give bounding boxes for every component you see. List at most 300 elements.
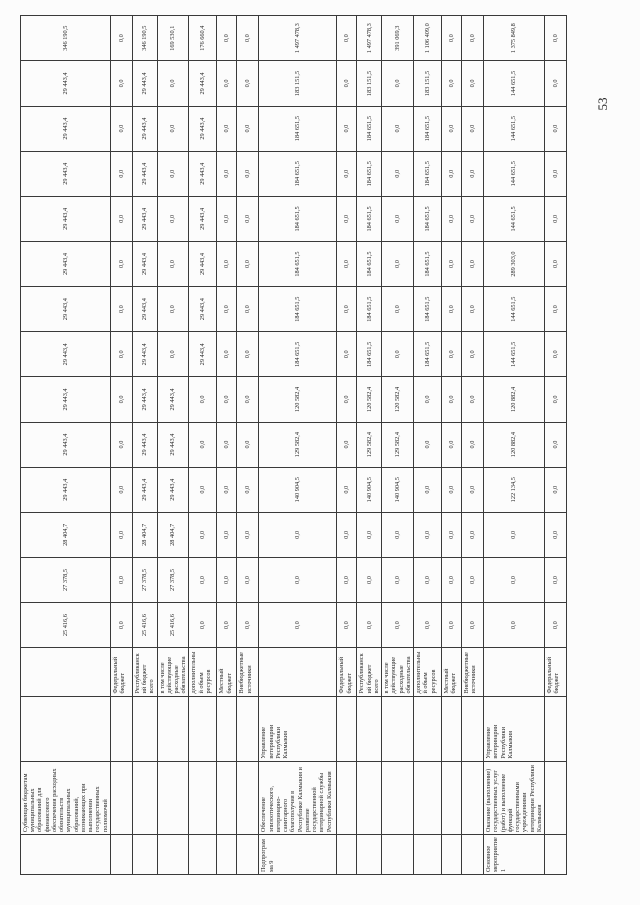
value-cell: 183 151,5 xyxy=(414,61,442,106)
value-cell: 0,0 xyxy=(462,603,484,648)
value-cell: 27 378,5 xyxy=(157,557,189,602)
value-cell: 0,0 xyxy=(414,467,442,512)
value-cell: 0,0 xyxy=(217,557,237,602)
value-cell: 0,0 xyxy=(544,151,566,196)
value-cell: 0,0 xyxy=(217,151,237,196)
value-cell: 29 443,4 xyxy=(189,61,217,106)
value-cell: 0,0 xyxy=(237,287,259,332)
value-cell: 0,0 xyxy=(217,106,237,151)
measure-name-cell: Субвенции бюджетам муниципальных образований для финансового обеспечения расходных обязательств муниципальных образований, возникающих при выполнении государственных полномочий xyxy=(21,761,111,835)
measure-name-cell: Обеспечение эпизоотического, ветеринарно-санитарного благополучия в Республике Калмыкия и развитие государственной ветеринарной службы Республики Калмыкия xyxy=(259,761,337,835)
value-cell: 0,0 xyxy=(462,512,484,557)
value-cell: 29 443,4 xyxy=(189,151,217,196)
value-cell: 29 443,4 xyxy=(132,377,157,422)
program-cell xyxy=(132,835,157,875)
table-row xyxy=(110,16,132,875)
funding-source-cell: в том числе действующие расходные обязательства xyxy=(157,648,189,696)
value-cell: 0,0 xyxy=(110,332,132,377)
value-cell: 144 651,5 xyxy=(484,332,545,377)
value-cell: 0,0 xyxy=(382,603,414,648)
value-cell: 0,0 xyxy=(337,106,357,151)
value-cell: 0,0 xyxy=(110,603,132,648)
value-cell: 0,0 xyxy=(217,241,237,286)
value-cell: 0,0 xyxy=(442,377,462,422)
value-cell: 28 404,7 xyxy=(157,512,189,557)
budget-table xyxy=(20,15,567,875)
value-cell: 0,0 xyxy=(442,106,462,151)
program-cell: Основное мероприятие 1 xyxy=(484,835,545,875)
value-cell: 0,0 xyxy=(217,467,237,512)
program-cell xyxy=(217,835,237,875)
value-cell: 29 443,4 xyxy=(132,467,157,512)
measure-name-cell xyxy=(110,761,132,835)
measure-name-cell xyxy=(132,761,157,835)
value-cell: 0,0 xyxy=(337,377,357,422)
value-cell: 0,0 xyxy=(157,106,189,151)
table-row xyxy=(382,16,414,875)
measure-name-cell: Оказание (выполнение) государственных услуг (работ) и выполнение функций государственными учреждениями ветеринарии Республики Калмыкия xyxy=(484,761,545,835)
value-cell: 0,0 xyxy=(337,422,357,467)
value-cell: 29 443,4 xyxy=(132,196,157,241)
program-cell xyxy=(442,835,462,875)
value-cell: 0,0 xyxy=(414,422,442,467)
value-cell: 29 443,4 xyxy=(132,61,157,106)
value-cell: 0,0 xyxy=(462,467,484,512)
value-cell: 0,0 xyxy=(544,241,566,286)
value-cell: 184 651,5 xyxy=(259,196,337,241)
value-cell: 0,0 xyxy=(462,377,484,422)
value-cell: 289 303,0 xyxy=(484,241,545,286)
measure-name-cell xyxy=(337,761,357,835)
table-row xyxy=(237,16,259,875)
responsible-cell xyxy=(337,696,357,761)
value-cell: 0,0 xyxy=(462,557,484,602)
program-cell xyxy=(337,835,357,875)
responsible-cell xyxy=(462,696,484,761)
value-cell: 0,0 xyxy=(110,16,132,61)
measure-name-cell xyxy=(382,761,414,835)
value-cell: 0,0 xyxy=(110,106,132,151)
value-cell: 0,0 xyxy=(414,377,442,422)
value-cell: 0,0 xyxy=(442,196,462,241)
value-cell: 0,0 xyxy=(259,603,337,648)
value-cell: 120 582,4 xyxy=(357,377,382,422)
responsible-cell xyxy=(21,696,111,761)
value-cell: 29 443,4 xyxy=(21,287,111,332)
value-cell: 184 651,5 xyxy=(259,151,337,196)
value-cell: 29 443,4 xyxy=(21,467,111,512)
value-cell: 0,0 xyxy=(442,16,462,61)
value-cell: 184 651,5 xyxy=(259,287,337,332)
responsible-cell xyxy=(132,696,157,761)
value-cell: 0,0 xyxy=(110,241,132,286)
funding-source-cell: в том числе действующие расходные обязательства xyxy=(382,648,414,696)
value-cell: 0,0 xyxy=(382,151,414,196)
value-cell: 29 443,4 xyxy=(189,332,217,377)
value-cell: 0,0 xyxy=(217,603,237,648)
value-cell: 140 904,5 xyxy=(357,467,382,512)
value-cell: 0,0 xyxy=(462,332,484,377)
value-cell: 0,0 xyxy=(544,196,566,241)
value-cell: 0,0 xyxy=(110,61,132,106)
value-cell: 0,0 xyxy=(337,467,357,512)
value-cell: 0,0 xyxy=(157,287,189,332)
value-cell: 25 416,6 xyxy=(21,603,111,648)
value-cell: 184 651,5 xyxy=(259,106,337,151)
value-cell: 29 443,4 xyxy=(132,151,157,196)
value-cell: 346 190,5 xyxy=(21,16,111,61)
value-cell: 0,0 xyxy=(110,557,132,602)
value-cell: 0,0 xyxy=(189,512,217,557)
table-row xyxy=(157,16,189,875)
value-cell: 0,0 xyxy=(237,332,259,377)
table-row xyxy=(442,16,462,875)
value-cell: 0,0 xyxy=(462,287,484,332)
value-cell: 184 651,5 xyxy=(357,106,382,151)
table-row xyxy=(544,16,566,875)
value-cell: 0,0 xyxy=(110,287,132,332)
value-cell: 0,0 xyxy=(217,422,237,467)
value-cell: 140 904,5 xyxy=(259,467,337,512)
program-cell xyxy=(414,835,442,875)
value-cell: 0,0 xyxy=(337,332,357,377)
program-cell xyxy=(237,835,259,875)
measure-name-cell xyxy=(442,761,462,835)
value-cell: 0,0 xyxy=(237,557,259,602)
value-cell: 1 497 478,3 xyxy=(259,16,337,61)
value-cell: 29 443,4 xyxy=(157,422,189,467)
value-cell: 183 151,5 xyxy=(259,61,337,106)
measure-name-cell xyxy=(157,761,189,835)
responsible-cell: Управление ветеринарии Республики Калмыкия xyxy=(484,696,545,761)
value-cell: 391 069,3 xyxy=(382,16,414,61)
value-cell: 184 651,5 xyxy=(357,196,382,241)
value-cell: 0,0 xyxy=(442,151,462,196)
value-cell: 184 651,5 xyxy=(414,332,442,377)
value-cell: 0,0 xyxy=(462,196,484,241)
value-cell: 183 151,5 xyxy=(357,61,382,106)
responsible-cell xyxy=(217,696,237,761)
value-cell: 29 443,4 xyxy=(157,377,189,422)
value-cell: 0,0 xyxy=(337,512,357,557)
value-cell: 144 651,5 xyxy=(484,196,545,241)
value-cell: 0,0 xyxy=(442,512,462,557)
value-cell: 0,0 xyxy=(237,512,259,557)
value-cell: 29 443,4 xyxy=(132,106,157,151)
program-cell xyxy=(382,835,414,875)
value-cell: 0,0 xyxy=(544,512,566,557)
value-cell: 0,0 xyxy=(544,603,566,648)
value-cell: 0,0 xyxy=(217,16,237,61)
funding-source-cell: Местный бюджет xyxy=(217,648,237,696)
value-cell: 0,0 xyxy=(237,241,259,286)
responsible-cell xyxy=(382,696,414,761)
table-body xyxy=(21,16,567,875)
value-cell: 0,0 xyxy=(237,603,259,648)
funding-source-cell xyxy=(484,648,545,696)
value-cell: 129 582,4 xyxy=(357,422,382,467)
value-cell: 29 443,4 xyxy=(189,241,217,286)
value-cell: 144 651,5 xyxy=(484,61,545,106)
value-cell: 0,0 xyxy=(544,377,566,422)
value-cell: 0,0 xyxy=(157,241,189,286)
value-cell: 29 443,4 xyxy=(21,241,111,286)
value-cell: 0,0 xyxy=(337,557,357,602)
value-cell: 0,0 xyxy=(382,196,414,241)
value-cell: 120 582,4 xyxy=(259,377,337,422)
value-cell: 0,0 xyxy=(357,603,382,648)
measure-name-cell xyxy=(462,761,484,835)
value-cell: 0,0 xyxy=(442,61,462,106)
value-cell: 129 582,4 xyxy=(382,422,414,467)
page-number: 53 xyxy=(595,97,610,111)
value-cell: 0,0 xyxy=(442,467,462,512)
value-cell: 0,0 xyxy=(110,512,132,557)
measure-name-cell xyxy=(217,761,237,835)
value-cell: 0,0 xyxy=(544,106,566,151)
value-cell: 29 443,4 xyxy=(189,287,217,332)
responsible-cell xyxy=(110,696,132,761)
value-cell: 0,0 xyxy=(189,603,217,648)
value-cell: 29 443,4 xyxy=(132,287,157,332)
value-cell: 29 443,4 xyxy=(189,106,217,151)
value-cell: 0,0 xyxy=(462,106,484,151)
value-cell: 184 651,5 xyxy=(414,241,442,286)
value-cell: 0,0 xyxy=(544,332,566,377)
value-cell: 29 443,4 xyxy=(21,332,111,377)
value-cell: 0,0 xyxy=(237,16,259,61)
funding-source-cell: Федеральный бюджет xyxy=(110,648,132,696)
value-cell: 0,0 xyxy=(237,467,259,512)
value-cell: 184 651,5 xyxy=(414,287,442,332)
value-cell: 120 582,4 xyxy=(382,377,414,422)
value-cell: 25 416,6 xyxy=(132,603,157,648)
value-cell: 0,0 xyxy=(237,106,259,151)
value-cell: 0,0 xyxy=(462,16,484,61)
value-cell: 1 497 478,3 xyxy=(357,16,382,61)
table-row xyxy=(21,16,111,875)
responsible-cell xyxy=(237,696,259,761)
table-row xyxy=(132,16,157,875)
value-cell: 0,0 xyxy=(442,332,462,377)
value-cell: 176 660,4 xyxy=(189,16,217,61)
program-cell xyxy=(544,835,566,875)
value-cell: 120 882,4 xyxy=(484,422,545,467)
value-cell: 0,0 xyxy=(462,422,484,467)
value-cell: 0,0 xyxy=(442,557,462,602)
value-cell: 0,0 xyxy=(189,377,217,422)
value-cell: 0,0 xyxy=(217,61,237,106)
value-cell: 0,0 xyxy=(382,241,414,286)
value-cell: 28 404,7 xyxy=(132,512,157,557)
value-cell: 0,0 xyxy=(462,61,484,106)
table-row xyxy=(337,16,357,875)
value-cell: 0,0 xyxy=(544,422,566,467)
value-cell: 184 651,5 xyxy=(357,287,382,332)
program-cell: Подпрограмма 9 xyxy=(259,835,337,875)
measure-name-cell xyxy=(357,761,382,835)
value-cell: 184 651,5 xyxy=(357,332,382,377)
value-cell: 129 582,4 xyxy=(259,422,337,467)
value-cell: 0,0 xyxy=(382,106,414,151)
value-cell: 0,0 xyxy=(337,603,357,648)
responsible-cell xyxy=(189,696,217,761)
responsible-cell xyxy=(544,696,566,761)
value-cell: 0,0 xyxy=(110,467,132,512)
value-cell: 184 651,5 xyxy=(259,332,337,377)
value-cell: 0,0 xyxy=(544,61,566,106)
value-cell: 140 904,5 xyxy=(382,467,414,512)
value-cell: 0,0 xyxy=(157,151,189,196)
value-cell: 29 443,4 xyxy=(21,106,111,151)
value-cell: 184 651,5 xyxy=(357,241,382,286)
value-cell: 0,0 xyxy=(382,512,414,557)
value-cell: 346 190,5 xyxy=(132,16,157,61)
value-cell: 0,0 xyxy=(462,151,484,196)
funding-source-cell: Внебюджетные источники xyxy=(237,648,259,696)
funding-source-cell: Республиканский бюджет всего xyxy=(357,648,382,696)
funding-source-cell xyxy=(259,648,337,696)
value-cell: 28 404,7 xyxy=(21,512,111,557)
funding-source-cell: Внебюджетные источники xyxy=(462,648,484,696)
value-cell: 1 375 849,8 xyxy=(484,16,545,61)
value-cell: 0,0 xyxy=(217,332,237,377)
value-cell: 0,0 xyxy=(337,196,357,241)
program-cell xyxy=(462,835,484,875)
value-cell: 0,0 xyxy=(442,422,462,467)
value-cell: 1 106 409,0 xyxy=(414,16,442,61)
value-cell: 0,0 xyxy=(189,467,217,512)
value-cell: 144 651,5 xyxy=(484,106,545,151)
value-cell: 0,0 xyxy=(462,241,484,286)
value-cell: 169 530,1 xyxy=(157,16,189,61)
program-cell xyxy=(157,835,189,875)
value-cell: 0,0 xyxy=(484,512,545,557)
responsible-cell xyxy=(357,696,382,761)
funding-source-cell: дополнительный объем ресурсов xyxy=(189,648,217,696)
value-cell: 29 443,4 xyxy=(21,196,111,241)
table-row xyxy=(462,16,484,875)
value-cell: 0,0 xyxy=(259,512,337,557)
value-cell: 184 651,5 xyxy=(259,241,337,286)
program-cell xyxy=(357,835,382,875)
value-cell: 0,0 xyxy=(237,422,259,467)
value-cell: 0,0 xyxy=(110,377,132,422)
responsible-cell xyxy=(414,696,442,761)
value-cell: 29 443,4 xyxy=(132,241,157,286)
value-cell: 0,0 xyxy=(189,557,217,602)
funding-source-cell: Федеральный бюджет xyxy=(544,648,566,696)
value-cell: 0,0 xyxy=(337,16,357,61)
value-cell: 29 443,4 xyxy=(132,422,157,467)
value-cell: 0,0 xyxy=(414,512,442,557)
table-row xyxy=(259,16,337,875)
measure-name-cell xyxy=(544,761,566,835)
value-cell: 0,0 xyxy=(442,287,462,332)
value-cell: 0,0 xyxy=(442,241,462,286)
table-row xyxy=(357,16,382,875)
responsible-cell xyxy=(157,696,189,761)
responsible-cell xyxy=(442,696,462,761)
value-cell: 0,0 xyxy=(382,557,414,602)
value-cell: 0,0 xyxy=(414,603,442,648)
value-cell: 0,0 xyxy=(237,61,259,106)
program-cell xyxy=(189,835,217,875)
value-cell: 0,0 xyxy=(382,287,414,332)
measure-name-cell xyxy=(189,761,217,835)
value-cell: 29 443,4 xyxy=(21,61,111,106)
funding-source-cell: Местный бюджет xyxy=(442,648,462,696)
value-cell: 0,0 xyxy=(237,196,259,241)
funding-source-cell: Республиканский бюджет всего xyxy=(132,648,157,696)
value-cell: 0,0 xyxy=(237,377,259,422)
value-cell: 0,0 xyxy=(237,151,259,196)
funding-source-cell: дополнительный объем ресурсов xyxy=(414,648,442,696)
value-cell: 0,0 xyxy=(157,61,189,106)
value-cell: 0,0 xyxy=(357,557,382,602)
table-row xyxy=(189,16,217,875)
value-cell: 0,0 xyxy=(157,332,189,377)
responsible-cell: Управление ветеринарии Республики Калмыкия xyxy=(259,696,337,761)
funding-source-cell: Федеральный бюджет xyxy=(337,648,357,696)
value-cell: 144 651,5 xyxy=(484,287,545,332)
value-cell: 0,0 xyxy=(217,196,237,241)
value-cell: 0,0 xyxy=(337,151,357,196)
value-cell: 27 378,5 xyxy=(21,557,111,602)
table-row xyxy=(217,16,237,875)
value-cell: 184 651,5 xyxy=(357,151,382,196)
value-cell: 184 651,5 xyxy=(414,106,442,151)
value-cell: 0,0 xyxy=(337,241,357,286)
value-cell: 0,0 xyxy=(259,557,337,602)
value-cell: 0,0 xyxy=(110,422,132,467)
measure-name-cell xyxy=(414,761,442,835)
value-cell: 0,0 xyxy=(382,61,414,106)
value-cell: 0,0 xyxy=(337,287,357,332)
value-cell: 0,0 xyxy=(337,61,357,106)
value-cell: 184 651,5 xyxy=(414,151,442,196)
table-row xyxy=(484,16,545,875)
value-cell: 122 134,5 xyxy=(484,467,545,512)
value-cell: 0,0 xyxy=(484,603,545,648)
value-cell: 0,0 xyxy=(414,557,442,602)
value-cell: 184 651,5 xyxy=(414,196,442,241)
program-cell xyxy=(21,835,111,875)
measure-name-cell xyxy=(237,761,259,835)
value-cell: 120 882,4 xyxy=(484,377,545,422)
program-cell xyxy=(110,835,132,875)
value-cell: 0,0 xyxy=(189,422,217,467)
value-cell: 29 443,4 xyxy=(21,151,111,196)
value-cell: 0,0 xyxy=(484,557,545,602)
table-row xyxy=(414,16,442,875)
value-cell: 29 443,4 xyxy=(189,196,217,241)
value-cell: 0,0 xyxy=(157,196,189,241)
value-cell: 0,0 xyxy=(544,16,566,61)
value-cell: 144 651,5 xyxy=(484,151,545,196)
value-cell: 0,0 xyxy=(110,196,132,241)
value-cell: 29 443,4 xyxy=(132,332,157,377)
value-cell: 29 443,4 xyxy=(21,377,111,422)
value-cell: 0,0 xyxy=(544,467,566,512)
value-cell: 0,0 xyxy=(544,287,566,332)
rotated-table-container xyxy=(20,15,561,875)
value-cell: 27 378,5 xyxy=(132,557,157,602)
value-cell: 0,0 xyxy=(442,603,462,648)
value-cell: 0,0 xyxy=(217,377,237,422)
value-cell: 0,0 xyxy=(382,332,414,377)
value-cell: 29 443,4 xyxy=(21,422,111,467)
